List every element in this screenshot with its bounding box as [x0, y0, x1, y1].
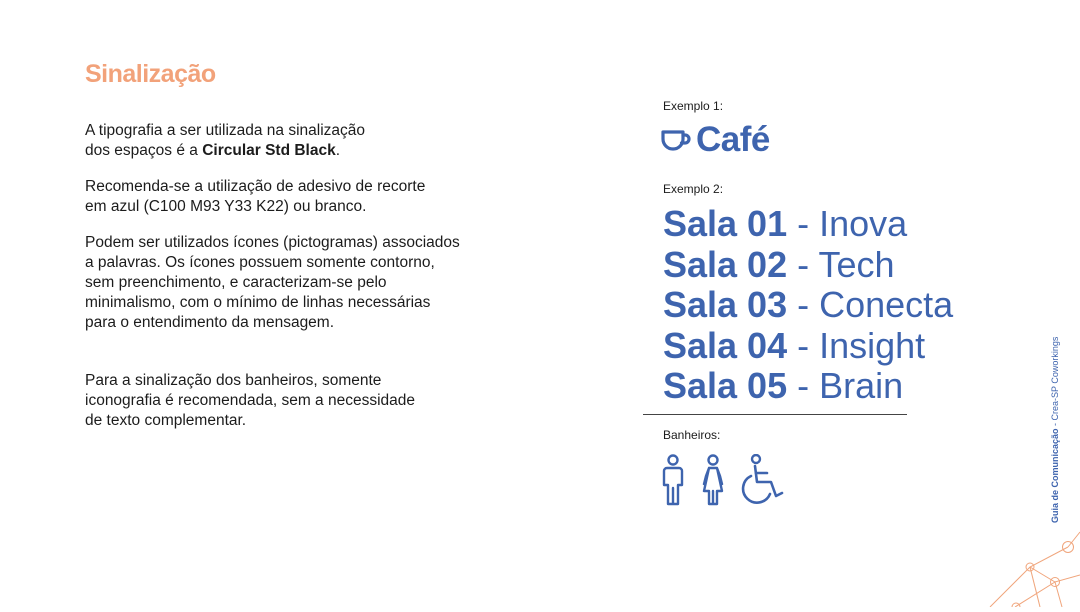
- typography-paragraph: [85, 121, 465, 161]
- room-name: - Inova: [787, 203, 908, 244]
- text-line: iconografia é recomendada, sem a necessidade: [85, 392, 416, 409]
- text-line: sem preenchimento, e caracterizam-se pelo: [85, 274, 387, 291]
- example1-label: Exemplo 1:: [663, 99, 724, 113]
- text-line: A tipografia a ser utilizada na sinalização: [85, 122, 366, 139]
- bathroom-icons: [660, 454, 788, 506]
- room-sign: [663, 285, 953, 326]
- room-name: - Brain: [787, 365, 904, 406]
- bathrooms-label: Banheiros:: [663, 428, 721, 442]
- text-line: Para a sinalização dos banheiros, somente: [85, 372, 382, 389]
- side-caption: [1050, 337, 1060, 523]
- text-line: a palavras. Os ícones possuem somente contorno,: [85, 254, 435, 271]
- bathroom-paragraph: [85, 371, 465, 431]
- network-decoration: [980, 520, 1080, 612]
- cafe-text: Café: [696, 120, 770, 159]
- adhesive-paragraph: [85, 177, 465, 217]
- side-caption-rest: - Crea-SP Coworkings: [1050, 336, 1060, 429]
- room-sign: [663, 326, 953, 367]
- room-name: - Tech: [787, 243, 895, 285]
- female-icon: [700, 454, 726, 506]
- icons-paragraph: [85, 233, 465, 333]
- room-number: Sala 01: [663, 203, 788, 244]
- coffee-cup-icon: [660, 126, 692, 154]
- text-line: minimalismo, com o mínimo de linhas necessárias: [85, 294, 431, 311]
- room-number: Sala 02: [663, 243, 788, 285]
- text-line: Podem ser utilizados ícones (pictogramas) associados: [85, 234, 460, 251]
- wheelchair-icon: [740, 454, 788, 506]
- room-sign: [663, 204, 953, 245]
- room-sign: [663, 366, 953, 407]
- text-line: dos espaços é a: [85, 142, 203, 159]
- divider: [643, 414, 907, 415]
- text-line: em azul (C100 M93 Y33 K22) ou branco.: [85, 198, 367, 215]
- room-number: Sala 05: [663, 365, 788, 406]
- font-name: Circular Std Black: [202, 142, 336, 159]
- text-line: de texto complementar.: [85, 412, 247, 429]
- room-name: - Conecta: [787, 284, 954, 325]
- side-caption-bold: Guia de Comunicação: [1050, 428, 1060, 523]
- room-sign-list: [663, 204, 953, 407]
- room-number: Sala 03: [663, 284, 788, 325]
- room-name: - Insight: [787, 324, 926, 366]
- room-sign: [663, 245, 953, 286]
- page-title: Sinalização: [85, 60, 216, 88]
- text-line: para o entendimento da mensagem.: [85, 314, 335, 331]
- text-line: Recomenda-se a utilização de adesivo de recorte: [85, 178, 426, 195]
- cafe-sign: [660, 120, 770, 160]
- example2-label: Exemplo 2:: [663, 182, 724, 196]
- male-icon: [660, 454, 686, 506]
- text-line: .: [335, 142, 341, 159]
- room-number: Sala 04: [663, 324, 788, 366]
